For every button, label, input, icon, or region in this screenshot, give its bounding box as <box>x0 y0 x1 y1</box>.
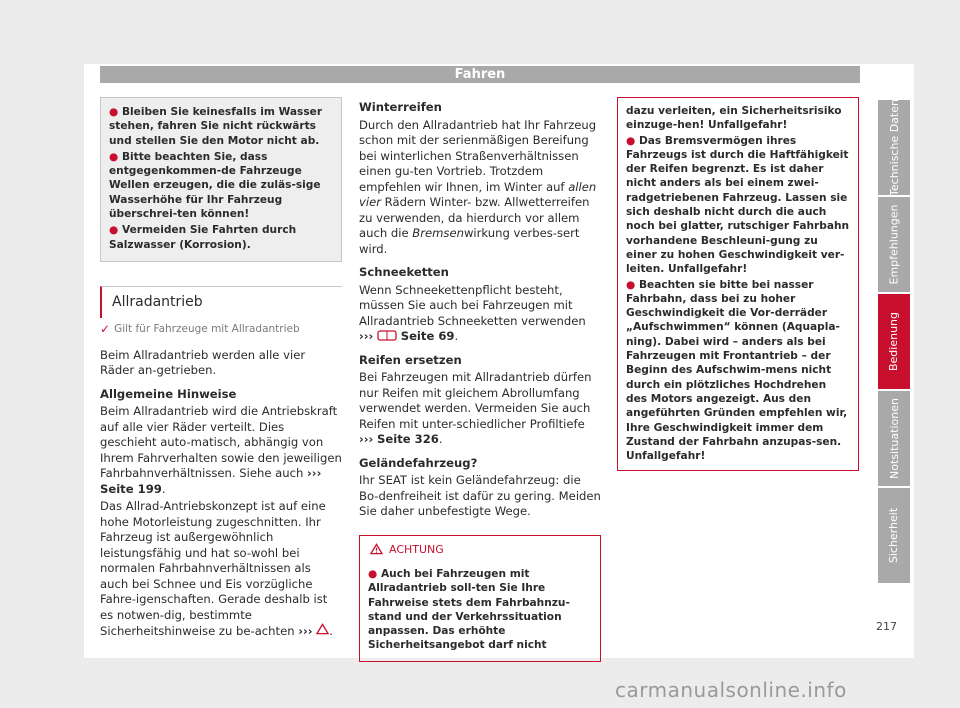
checkmark-icon: ✓ <box>100 322 111 337</box>
winter-tires-paragraph: Durch den Allradantrieb hat Ihr Fahrzeug schon mit der serienmäßigen Bereifung bei winterlichen Straßenverhältnissen einen gu-ten Vortrieb. Trotzdem empfehlen wir Ihnen, im Winter auf allen vier Rädern Winter- bzw. Allwetterreifen zu verwenden, da hierdurch vor allem auch die Bremsenwirkung verbes-sert wird. <box>359 117 597 256</box>
warning-item: ● Bitte beachten Sie, dass entgegenkommen-de Fahrzeuge Wellen erzeugen, die die zuläs-sige Wasserhöhe für Ihr Fahrzeug überschrei-ten können! <box>109 150 321 221</box>
general-paragraph: Beim Allradantrieb wird die Antriebskraft auf alle vier Räder verteilt. Dies geschieht auto-matisch, abhängig von Ihrem Fahrverhalten sowie den jeweiligen Fahrbahnverhältnissen. Siehe auch ››› Seite 199. <box>100 404 342 496</box>
snow-chains-paragraph: Wenn Schneekettenpflicht besteht, müssen Sie auch bei Fahrzeugen mit Allradantrieb Schneeketten verwenden ››› Seite 69. <box>359 282 586 343</box>
reference-arrow-icon: ››› <box>359 432 374 446</box>
column-3 <box>617 97 859 471</box>
warning-triangle-icon[interactable] <box>316 623 329 635</box>
subheading-offroad: Geländefahrzeug? <box>359 455 478 470</box>
tab-sicherheit[interactable]: Sicherheit <box>878 488 910 583</box>
tab-bedienung[interactable]: Bedienung <box>878 294 910 389</box>
tab-notsituationen[interactable]: Notsituationen <box>878 391 910 486</box>
reference-arrow-icon: ››› <box>307 466 322 481</box>
page-header: Fahren <box>100 66 860 83</box>
achtung-box <box>359 535 601 662</box>
bullet-icon: ● <box>109 106 119 118</box>
page-reference-link[interactable]: Seite 326 <box>377 432 439 446</box>
intro-text: Beim Allradantrieb werden alle vier Räder an-getrieben. <box>100 347 306 378</box>
warning-triangle-icon <box>370 543 383 555</box>
book-reference-icon <box>377 330 397 341</box>
applies-note: ✓ Gilt für Fahrzeuge mit Allradantrieb <box>100 322 300 337</box>
page-number: 217 <box>876 620 897 633</box>
bullet-icon: ● <box>109 224 119 237</box>
achtung-continuation-box <box>617 97 859 471</box>
bullet-icon: ● <box>109 150 119 163</box>
watermark: carmanualsonline.info <box>615 678 847 702</box>
concept-paragraph: Das Allrad-Antriebskonzept ist auf eine hohe Motorleistung zugeschnitten. Ihr Fahrzeug ist außergewöhnlich leistungsfähig und hat so-wohl bei normalen Fahrbahnverhältnissen als auch bei Schnee und Eis vorzügliche Fahre-igenschaften. Gerade deshalb ist es notwen-dig, bestimmte Sicherheitshinweise zu be-achten ››› . <box>100 499 333 639</box>
bullet-icon: ● <box>368 568 378 580</box>
achtung-body: ● Auch bei Fahrzeugen mit Allradantrieb soll-ten Sie Ihre Fahrweise stets dem Fahrbahnzu-stand und der Verkehrssituation anpassen. Das erhöhte Sicherheitsangebot darf nicht <box>368 568 570 652</box>
achtung-item: ● Beachten sie bitte bei nasser Fahrbahn, dass bei zu hoher Geschwindigkeit die Vor-derräder „Aufschwimmen“ können (Aquapla-ning). Dabei wird – anders als bei Fahrzeugen mit Frontantrieb – der Beginn des Aufschwim-mens nicht durch ein plötzliches Hochdrehen des Motors angezeigt. Aus den angeführten Gründen empfehlen wir, Ihre Geschwindigkeit immer dem Zustand der Fahrbahn anzupas-sen. Unfallgefahr! <box>626 278 848 463</box>
achtung-label: ACHTUNG <box>389 542 444 556</box>
section-title: Allradantrieb <box>100 286 342 319</box>
page-reference-link[interactable]: Seite 199 <box>100 481 162 496</box>
warning-continuation-box <box>100 97 342 262</box>
replace-tires-paragraph: Bei Fahrzeugen mit Allradantrieb dürfen nur Reifen mit gleichem Abrollumfang verwendet werden. Vermeiden Sie auch Reifen mit unter-schiedlicher Profiltiefe ››› Seite 326. <box>359 370 592 446</box>
bullet-icon: ● <box>626 278 636 291</box>
warning-item: ● Bleiben Sie keinesfalls im Wasser stehen, fahren Sie nicht rückwärts und stellen Sie den Motor nicht ab. <box>109 106 323 147</box>
continuation-text: dazu verleiten, ein Sicherheitsrisiko einzuge-hen! Unfallgefahr! <box>626 105 842 132</box>
subheading-snow-chains: Schneeketten <box>359 265 449 279</box>
subheading-general: Allgemeine Hinweise <box>100 386 237 401</box>
reference-arrow-icon: ››› <box>359 329 374 343</box>
column-2 <box>359 100 601 662</box>
column-1 <box>100 97 342 640</box>
achtung-header <box>360 536 600 564</box>
bullet-icon: ● <box>626 134 636 147</box>
warning-item: ● Vermeiden Sie Fahrten durch Salzwasser (Korrosion). <box>109 224 297 251</box>
page-reference-link[interactable]: Seite 69 <box>400 329 455 343</box>
tab-technische-daten[interactable]: Technische Daten <box>878 100 910 195</box>
subheading-winter-tires: Winterreifen <box>359 100 442 114</box>
achtung-item: ● Das Bremsvermögen ihres Fahrzeugs ist durch die Haftfähigkeit der Reifen begrenzt. Es ist daher nicht anders als bei einem zwei-radgetriebenen Fahrzeug. Lassen sie sich deshalb nicht durch die auch noch bei glatter, rutschiger Fahrbahn vorhandene Beschleuni-gung zu einer zu hohen Geschwindigkeit ver-leiten. Unfallgefahr! <box>626 134 850 276</box>
offroad-paragraph: Ihr SEAT ist kein Geländefahrzeug: die Bo-denfreiheit ist dafür zu gering. Meiden Sie daher unbefestigte Wege. <box>359 473 601 518</box>
reference-arrow-icon: ››› <box>298 624 313 639</box>
tab-empfehlungen[interactable]: Empfehlungen <box>878 197 910 292</box>
subheading-replace-tires: Reifen ersetzen <box>359 352 462 367</box>
